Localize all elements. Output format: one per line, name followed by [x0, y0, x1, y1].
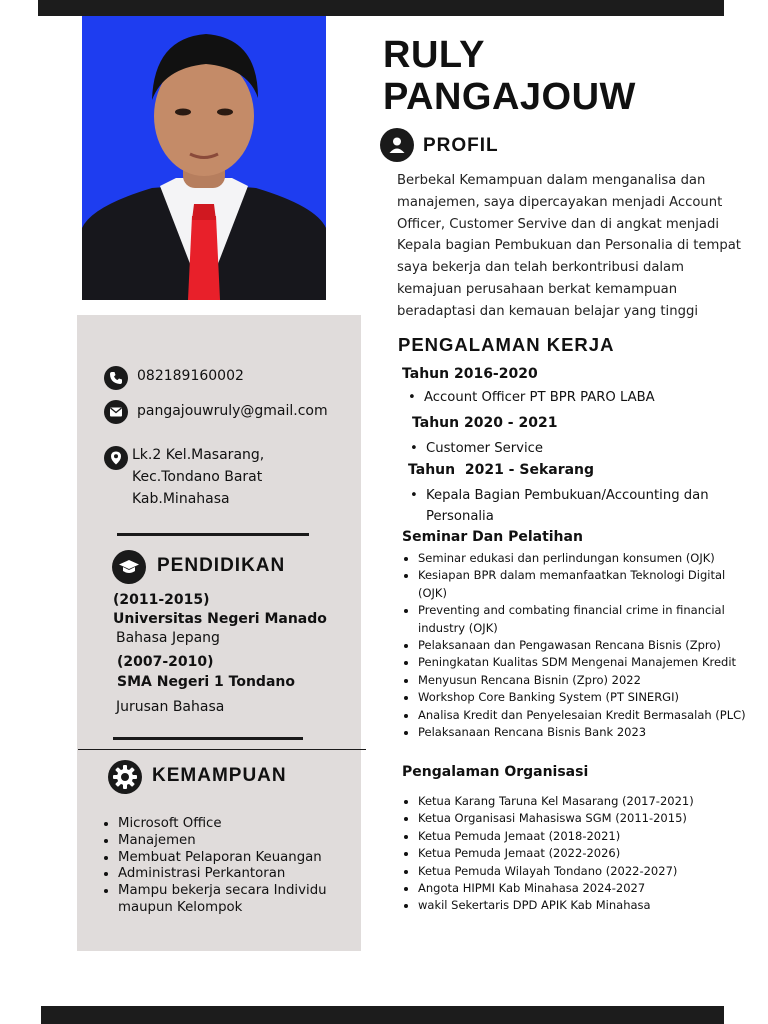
email-address[interactable]: pangajouwruly@gmail.com [137, 403, 328, 419]
gear-icon [108, 760, 142, 794]
profile-photo [82, 16, 326, 300]
education-years: (2007-2010) [117, 654, 214, 670]
job-role: • Customer Service [426, 438, 726, 459]
address [132, 444, 264, 510]
job-role: • Account Officer PT BPR PARO LABA [424, 387, 724, 408]
seminar-item: • Peningkatan Kualitas SDM Mengenai Manajemen Kredit [418, 654, 753, 671]
skill-item: • Microsoft Office [118, 816, 358, 833]
education-title: PENDIDIKAN [157, 555, 286, 576]
education-years: (2011-2015) [113, 592, 210, 608]
job-period: Tahun 2021 - Sekarang [408, 462, 595, 478]
organization-item: • wakil Sekertaris DPD APIK Kab Minahasa [418, 897, 753, 914]
name-line-1: RULY [383, 34, 485, 76]
organization-item: • Ketua Karang Taruna Kel Masarang (2017-2021) [418, 793, 753, 810]
organization-item: • Ketua Pemuda Jemaat (2018-2021) [418, 828, 753, 845]
education-major: Bahasa Jepang [116, 630, 220, 646]
seminar-item: • Pelaksanaan Rencana Bisnis Bank 2023 [418, 724, 753, 741]
organizations-list [403, 793, 753, 915]
skill-item: • Mampu bekerja secara Individu maupun Kelompok [118, 883, 358, 917]
address-line: Kec.Tondano Barat [132, 469, 263, 485]
education-major: Jurusan Bahasa [116, 699, 225, 715]
divider [113, 737, 303, 740]
skill-item: • Manajemen [118, 833, 358, 850]
seminars-title: Seminar Dan Pelatihan [402, 529, 583, 545]
name-line-2: PANGAJOUW [383, 76, 636, 118]
organization-item: • Ketua Pemuda Jemaat (2022-2026) [418, 845, 753, 862]
address-line: Kab.Minahasa [132, 491, 230, 507]
skill-item: • Membuat Pelaporan Keuangan [118, 850, 358, 867]
graduation-cap-icon [112, 550, 146, 584]
organization-item: • Angota HIPMI Kab Minahasa 2024-2027 [418, 880, 753, 897]
person-name [383, 34, 636, 118]
profile-text: Berbekal Kemampuan dalam menganalisa dan manajemen, saya dipercayakan menjadi Account Officer, Customer Servive dan di angkat menjadi Kepala bagian Pembukuan dan Personalia di tempat saya bekerja dan telah berkontribusi dalam kemajuan perusahaan berkat kemampuan beradaptasi dan kemauan belajar yang tinggi [397, 173, 741, 319]
skill-item: • Administrasi Perkantoran [118, 866, 358, 883]
portrait-illustration [82, 16, 326, 300]
separator-line [78, 749, 366, 750]
experience-title: PENGALAMAN KERJA [398, 334, 615, 355]
top-bar [38, 0, 724, 16]
education-school: Universitas Negeri Manado [113, 611, 327, 627]
job-period: Tahun 2020 - 2021 [412, 415, 558, 431]
seminar-item: • Seminar edukasi dan perlindungan konsumen (OJK) [418, 550, 753, 567]
skills-list [102, 816, 358, 917]
phone-icon [104, 366, 128, 390]
divider [117, 533, 309, 536]
profile-title: PROFIL [423, 135, 499, 156]
phone-number[interactable]: 082189160002 [137, 368, 244, 384]
address-line: Lk.2 Kel.Masarang, [132, 447, 265, 463]
seminar-item: • Kesiapan BPR dalam memanfaatkan Teknologi Digital (OJK) [418, 567, 753, 602]
location-icon [104, 446, 128, 470]
education-school: SMA Negeri 1 Tondano [117, 674, 295, 690]
job-period: Tahun 2016-2020 [402, 366, 538, 382]
bottom-bar [41, 1006, 724, 1024]
job-role: • Kepala Bagian Pembukuan/Accounting dan Personalia [426, 485, 726, 527]
organization-item: • Ketua Pemuda Wilayah Tondano (2022-2027) [418, 863, 753, 880]
skills-title: KEMAMPUAN [152, 765, 287, 786]
seminar-item: • Menyusun Rencana Bisnin (Zpro) 2022 [418, 672, 753, 689]
organizations-title: Pengalaman Organisasi [402, 764, 589, 780]
email-icon [104, 400, 128, 424]
seminar-item: • Analisa Kredit dan Penyelesaian Kredit Bermasalah (PLC) [418, 707, 753, 724]
seminar-item: • Workshop Core Banking System (PT SINERGI) [418, 689, 753, 706]
seminars-list [403, 550, 753, 741]
organization-item: • Ketua Organisasi Mahasiswa SGM (2011-2015) [418, 810, 753, 827]
seminar-item: • Preventing and combating financial crime in financial industry (OJK) [418, 602, 753, 637]
user-icon [380, 128, 414, 162]
seminar-item: • Pelaksanaan dan Pengawasan Rencana Bisnis (Zpro) [418, 637, 753, 654]
